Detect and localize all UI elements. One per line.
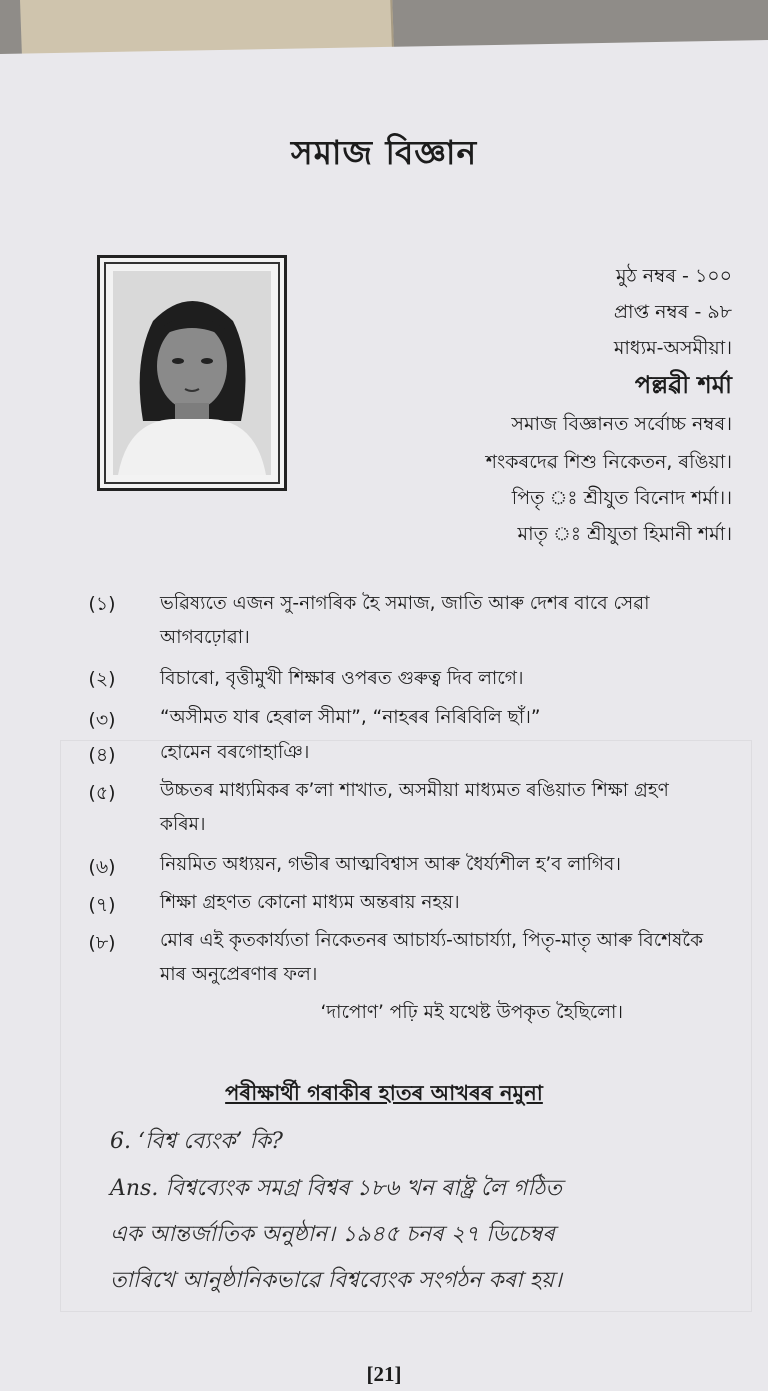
student-name: পল্লৱী শৰ্মা [634, 371, 732, 399]
answer-text: ভৱিষ্যতে এজন সু-নাগৰিক হৈ সমাজ, জাতি আৰু দেশৰ বাবে সেৱা আগবঢ়োৱা। [160, 593, 650, 648]
source-note: ‘দাপোণ’ পঢ়ি মই যথেষ্ট উপকৃত হৈছিলো। [320, 1002, 623, 1023]
answer-text: বিচাৰো, বৃত্তীমুখী শিক্ষাৰ ওপৰত গুৰুত্ব দিব লাগে। [160, 668, 524, 689]
portrait-image [113, 271, 271, 475]
answer-number: (২) [88, 668, 116, 690]
answer-text: নিয়মিত অধ্যয়ন, গভীৰ আত্মবিশ্বাস আৰু ধৈৰ্য্যশীল হ’ব লাগিব। [160, 854, 621, 875]
page-number: [21] [366, 1362, 402, 1386]
answer-text: হোমেন বৰগোহাঞি। [160, 742, 310, 763]
handwritten-line: এক আন্তৰ্জাতিক অনুষ্ঠান। ১৯৪৫ চনৰ ২৭ ডিচেম্বৰ [110, 1222, 555, 1247]
obtained-marks: প্ৰাপ্ত নম্বৰ - ৯৮ [613, 301, 732, 323]
answer-text: “অসীমত যাৰ হেৰাল সীমা”, “নাহৰৰ নিৰিবিলি ছাঁ।” [160, 707, 541, 728]
answer-number: (৫) [88, 782, 116, 804]
school-name: শংকৰদেৱ শিশু নিকেতন, ৰঙিয়া। [485, 451, 732, 473]
handwritten-line: তাৰিখে আনুষ্ঠানিকভাৱে বিশ্বব্যেংক সংগঠন কৰা হয়। [110, 1268, 562, 1293]
student-photo [113, 271, 271, 475]
answer-number: (৮) [88, 932, 116, 954]
answer-number: (৩) [88, 709, 116, 731]
answer-number: (৭) [88, 894, 116, 916]
handwritten-question: 6. ‘বিশ্ব ব্যেংক’ কি? [110, 1129, 283, 1154]
student-photo-frame [97, 255, 287, 491]
answer-text: উচ্চতৰ মাধ্যমিকৰ ক’লা শাখাত, অসমীয়া মাধ্যমত ৰঙিয়াত শিক্ষা গ্ৰহণ কৰিম। [160, 780, 669, 835]
achievement: সমাজ বিজ্ঞানত সৰ্বোচ্চ নম্বৰ। [511, 413, 732, 435]
mother-name: মাতৃ ঃ শ্ৰীযুতা হিমানী শৰ্মা। [517, 523, 732, 545]
medium: মাধ্যম-অসমীয়া। [613, 337, 732, 359]
handwriting-section-title: পৰীক্ষাৰ্থী গৰাকীৰ হাতৰ আখৰৰ নমুনা [225, 1081, 543, 1105]
total-marks: মুঠ নম্বৰ - ১০০ [616, 265, 732, 287]
answer-text: মোৰ এই কৃতকাৰ্য্যতা নিকেতনৰ আচাৰ্য্য-আচাৰ্য্যা, পিতৃ-মাতৃ আৰু বিশেষকৈ মাৰ অনুপ্ৰেৰণাৰ ফল। [160, 930, 704, 985]
handwritten-line: Ans. বিশ্বব্যেংক সমগ্ৰ বিশ্বৰ ১৮৬ খন ৰাষ্ট্ৰ লৈ গঠিত [110, 1176, 562, 1201]
page-title: সমাজ বিজ্ঞান [290, 133, 478, 172]
father-name: পিতৃ ঃ শ্ৰীযুত বিনোদ শৰ্মা।। [511, 487, 732, 509]
answer-text: শিক্ষা গ্ৰহণত কোনো মাধ্যম অন্তৰায় নহয়। [160, 892, 460, 913]
answer-number: (১) [88, 593, 116, 615]
answer-number: (৪) [88, 744, 116, 766]
answer-number: (৬) [88, 856, 116, 878]
